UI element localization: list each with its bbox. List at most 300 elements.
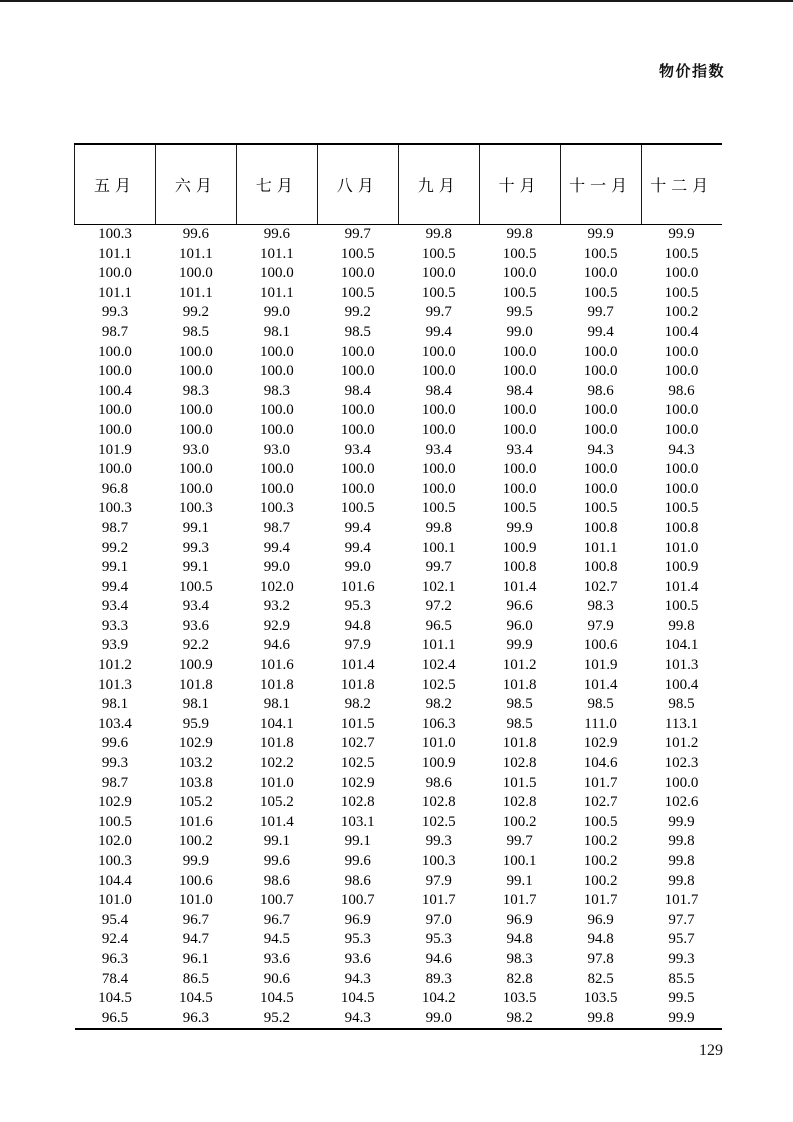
table-cell: 104.5 bbox=[340, 990, 375, 1007]
table-row bbox=[75, 578, 723, 598]
table-cell: 82.8 bbox=[506, 970, 533, 987]
table-cell: 101.9 bbox=[583, 657, 618, 674]
table-cell: 100.5 bbox=[421, 284, 456, 301]
table-cell: 102.9 bbox=[179, 735, 213, 752]
table-cell: 101.8 bbox=[340, 676, 375, 693]
table-cell: 100.0 bbox=[502, 461, 537, 478]
table-cell: 98.5 bbox=[506, 715, 533, 732]
table-cell: 100.0 bbox=[664, 461, 699, 478]
table-cell: 103.8 bbox=[179, 774, 213, 791]
table-cell: 93.3 bbox=[101, 617, 129, 634]
table-cell: 98.7 bbox=[101, 774, 129, 791]
table-cell: 100.0 bbox=[664, 421, 699, 438]
table-cell: 101.6 bbox=[340, 578, 375, 595]
table-cell: 101.4 bbox=[664, 578, 699, 595]
table-cell: 100.5 bbox=[664, 245, 699, 262]
table-cell: 100.0 bbox=[259, 265, 294, 282]
table-cell: 100.0 bbox=[664, 363, 699, 380]
table-row bbox=[75, 695, 723, 715]
table-cell: 100.1 bbox=[421, 539, 456, 556]
table-cell: 100.0 bbox=[664, 480, 699, 497]
table-cell: 102.8 bbox=[421, 794, 456, 811]
table-cell: 101.7 bbox=[583, 892, 618, 909]
table-cell: 98.4 bbox=[506, 382, 533, 399]
table-row bbox=[75, 401, 723, 421]
table-cell: 99.9 bbox=[506, 519, 533, 536]
table-cell: 100.0 bbox=[583, 265, 618, 282]
table-cell: 96.3 bbox=[182, 1009, 210, 1026]
table-cell: 101.8 bbox=[259, 735, 294, 752]
table-cell: 98.6 bbox=[263, 872, 290, 889]
table-cell: 96.5 bbox=[425, 617, 452, 634]
table-cell: 100.4 bbox=[664, 676, 699, 693]
table-cell: 98.1 bbox=[182, 696, 210, 713]
table-cell: 100.0 bbox=[421, 265, 456, 282]
table-cell: 104.5 bbox=[179, 990, 213, 1007]
table-cell: 93.4 bbox=[101, 598, 129, 615]
table-cell: 98.7 bbox=[263, 519, 290, 536]
table-cell: 98.6 bbox=[668, 382, 695, 399]
table-cell: 100.0 bbox=[98, 402, 132, 419]
table-cell: 100.5 bbox=[340, 500, 375, 517]
table-row bbox=[75, 617, 723, 637]
table-cell: 101.8 bbox=[502, 735, 537, 752]
table-cell: 100.0 bbox=[421, 421, 456, 438]
price-index-table bbox=[74, 143, 722, 1030]
table-cell: 97.2 bbox=[425, 598, 452, 615]
table-cell: 106.3 bbox=[421, 715, 456, 732]
table-cell: 94.7 bbox=[182, 931, 210, 948]
table-cell: 101.1 bbox=[179, 284, 213, 301]
table-cell: 96.7 bbox=[263, 911, 290, 928]
table-cell: 100.7 bbox=[340, 892, 375, 909]
table-cell: 94.3 bbox=[668, 441, 695, 458]
table-cell: 98.5 bbox=[668, 696, 695, 713]
table-cell: 85.5 bbox=[668, 970, 695, 987]
table-cell: 99.6 bbox=[263, 226, 290, 242]
table-cell: 93.6 bbox=[344, 950, 371, 967]
table-cell: 96.3 bbox=[101, 950, 129, 967]
column-header-may: 五月 bbox=[75, 144, 156, 225]
table-row bbox=[75, 813, 723, 833]
table-cell: 93.6 bbox=[182, 617, 210, 634]
table-cell: 96.9 bbox=[344, 911, 371, 928]
table-cell: 99.8 bbox=[668, 853, 695, 869]
table-cell: 101.0 bbox=[98, 892, 132, 909]
table-cell: 100.5 bbox=[502, 500, 537, 517]
column-header-june: 六月 bbox=[155, 144, 236, 225]
table-cell: 105.2 bbox=[179, 794, 213, 811]
table-cell: 102.0 bbox=[98, 833, 132, 850]
table-cell: 98.2 bbox=[506, 1009, 533, 1026]
table-cell: 102.3 bbox=[664, 755, 699, 772]
table-cell: 99.1 bbox=[182, 519, 210, 536]
column-header-december: 十二月 bbox=[641, 144, 722, 225]
table-cell: 99.0 bbox=[344, 559, 371, 576]
table-cell: 100.0 bbox=[340, 343, 375, 360]
table-cell: 100.2 bbox=[583, 872, 618, 889]
table-cell: 102.6 bbox=[664, 794, 699, 811]
table-cell: 95.3 bbox=[344, 598, 371, 615]
table-cell: 104.1 bbox=[259, 715, 294, 732]
table-cell: 100.8 bbox=[583, 519, 618, 536]
table-cell: 94.8 bbox=[344, 617, 371, 634]
table-cell: 100.6 bbox=[179, 872, 213, 889]
table-row bbox=[75, 519, 723, 539]
table-row bbox=[75, 539, 723, 559]
table-cell: 100.0 bbox=[98, 363, 132, 380]
table-cell: 98.6 bbox=[587, 382, 614, 399]
table-cell: 100.0 bbox=[98, 421, 132, 438]
table-cell: 100.3 bbox=[98, 500, 132, 517]
table-row bbox=[75, 911, 723, 931]
table-cell: 99.1 bbox=[263, 833, 290, 850]
table-cell: 96.5 bbox=[101, 1009, 129, 1026]
table-cell: 100.8 bbox=[664, 519, 699, 536]
table-cell: 100.9 bbox=[179, 657, 213, 674]
table-cell: 100.0 bbox=[340, 265, 375, 282]
table-cell: 100.8 bbox=[502, 559, 537, 576]
table-cell: 96.6 bbox=[506, 598, 533, 615]
table-cell: 96.1 bbox=[182, 950, 210, 967]
table-cell: 103.1 bbox=[340, 813, 375, 830]
table-cell: 100.0 bbox=[583, 480, 618, 497]
table-cell: 100.5 bbox=[664, 500, 699, 517]
table-cell: 100.2 bbox=[583, 833, 618, 850]
table-cell: 100.0 bbox=[179, 402, 213, 419]
table-cell: 100.0 bbox=[340, 402, 375, 419]
column-header-july: 七月 bbox=[236, 144, 317, 225]
table-cell: 100.0 bbox=[340, 480, 375, 497]
table-cell: 94.6 bbox=[263, 637, 290, 654]
column-header-november: 十一月 bbox=[560, 144, 641, 225]
table-cell: 98.1 bbox=[263, 696, 290, 713]
table-row bbox=[75, 930, 723, 950]
table-cell: 100.5 bbox=[98, 813, 132, 830]
table-cell: 101.7 bbox=[583, 774, 618, 791]
table-row bbox=[75, 362, 723, 382]
table-header-row bbox=[75, 144, 723, 225]
table-cell: 99.9 bbox=[587, 226, 614, 242]
table-cell: 100.0 bbox=[664, 402, 699, 419]
table-cell: 101.0 bbox=[259, 774, 294, 791]
table-cell: 99.8 bbox=[506, 226, 533, 242]
table-cell: 101.5 bbox=[340, 715, 375, 732]
table-row bbox=[75, 421, 723, 441]
table-cell: 101.8 bbox=[179, 676, 213, 693]
table-cell: 98.3 bbox=[263, 382, 290, 399]
table-cell: 98.3 bbox=[506, 950, 533, 967]
table-cell: 100.2 bbox=[502, 813, 537, 830]
table-cell: 96.0 bbox=[506, 617, 533, 634]
table-cell: 99.1 bbox=[344, 833, 371, 850]
table-cell: 98.5 bbox=[587, 696, 614, 713]
table-cell: 99.6 bbox=[263, 853, 290, 869]
table-header bbox=[75, 144, 723, 225]
table-cell: 102.5 bbox=[340, 755, 375, 772]
table-cell: 98.7 bbox=[101, 519, 129, 536]
table-cell: 97.0 bbox=[425, 911, 452, 928]
table-cell: 100.0 bbox=[259, 480, 294, 497]
table-cell: 100.3 bbox=[421, 853, 456, 869]
table-cell: 100.0 bbox=[421, 480, 456, 497]
table-cell: 101.2 bbox=[98, 657, 132, 674]
table-cell: 111.0 bbox=[584, 715, 617, 732]
table-cell: 99.0 bbox=[263, 559, 290, 576]
table-cell: 100.4 bbox=[98, 382, 132, 399]
table-cell: 100.0 bbox=[421, 402, 456, 419]
table-cell: 101.0 bbox=[664, 539, 699, 556]
table-cell: 101.5 bbox=[502, 774, 537, 791]
table-cell: 95.4 bbox=[101, 911, 129, 928]
table-cell: 99.5 bbox=[506, 304, 533, 321]
table-cell: 100.9 bbox=[502, 539, 537, 556]
table-cell: 100.0 bbox=[340, 461, 375, 478]
table-cell: 99.9 bbox=[668, 1009, 695, 1026]
table-cell: 102.7 bbox=[583, 794, 618, 811]
table-row bbox=[75, 715, 723, 735]
table-cell: 101.2 bbox=[664, 735, 699, 752]
table-cell: 100.0 bbox=[259, 402, 294, 419]
table-cell: 101.4 bbox=[583, 676, 618, 693]
table-row bbox=[75, 676, 723, 696]
table-cell: 99.7 bbox=[425, 559, 452, 576]
table-cell: 99.9 bbox=[182, 853, 210, 869]
table-cell: 100.0 bbox=[583, 421, 618, 438]
table-cell: 100.7 bbox=[259, 892, 294, 909]
table-cell: 101.3 bbox=[664, 657, 699, 674]
table-cell: 102.8 bbox=[340, 794, 375, 811]
table-row bbox=[75, 970, 723, 990]
table-cell: 101.7 bbox=[502, 892, 537, 909]
table-cell: 93.2 bbox=[263, 598, 290, 615]
table-cell: 100.9 bbox=[421, 755, 456, 772]
table-cell: 99.3 bbox=[101, 755, 129, 772]
table-cell: 99.0 bbox=[506, 323, 533, 340]
table-row bbox=[75, 636, 723, 656]
table-row bbox=[75, 832, 723, 852]
table-cell: 98.5 bbox=[344, 323, 371, 340]
table-cell: 96.9 bbox=[587, 911, 614, 928]
table-cell: 99.8 bbox=[668, 872, 695, 889]
table-row bbox=[75, 852, 723, 872]
table-cell: 100.0 bbox=[502, 421, 537, 438]
table-cell: 100.8 bbox=[583, 559, 618, 576]
table-cell: 101.9 bbox=[98, 441, 132, 458]
table-cell: 99.6 bbox=[101, 735, 129, 752]
table-cell: 92.4 bbox=[101, 931, 129, 948]
table-row bbox=[75, 558, 723, 578]
table-cell: 99.4 bbox=[263, 539, 290, 556]
table-cell: 94.3 bbox=[344, 1009, 371, 1026]
table-row bbox=[75, 989, 723, 1009]
table-cell: 101.2 bbox=[502, 657, 537, 674]
table-cell: 99.7 bbox=[425, 304, 452, 321]
table-cell: 100.3 bbox=[98, 853, 132, 869]
table-cell: 101.0 bbox=[421, 735, 456, 752]
table-cell: 99.2 bbox=[182, 304, 210, 321]
table-cell: 98.1 bbox=[101, 696, 129, 713]
table-cell: 100.0 bbox=[502, 363, 537, 380]
table-cell: 93.6 bbox=[263, 950, 290, 967]
table-cell: 102.2 bbox=[259, 755, 294, 772]
table-row bbox=[75, 656, 723, 676]
table-cell: 99.4 bbox=[344, 519, 371, 536]
table-cell: 100.3 bbox=[179, 500, 213, 517]
table-cell: 102.5 bbox=[421, 676, 456, 693]
table-cell: 101.1 bbox=[98, 245, 132, 262]
table-cell: 100.0 bbox=[179, 480, 213, 497]
table-cell: 103.4 bbox=[98, 715, 132, 732]
table-cell: 100.5 bbox=[664, 598, 699, 615]
table-row bbox=[75, 734, 723, 754]
table-cell: 100.0 bbox=[179, 343, 213, 360]
table-row bbox=[75, 774, 723, 794]
table-cell: 104.6 bbox=[583, 755, 618, 772]
table-cell: 104.1 bbox=[664, 637, 699, 654]
table-cell: 103.5 bbox=[583, 990, 618, 1007]
table-cell: 94.8 bbox=[506, 931, 533, 948]
table-cell: 100.0 bbox=[664, 265, 699, 282]
table-cell: 100.3 bbox=[98, 226, 132, 242]
table-cell: 99.8 bbox=[425, 519, 452, 536]
table-cell: 101.4 bbox=[502, 578, 537, 595]
table-cell: 99.4 bbox=[344, 539, 371, 556]
table-cell: 95.3 bbox=[344, 931, 371, 948]
table-row bbox=[75, 264, 723, 284]
table-cell: 102.7 bbox=[583, 578, 618, 595]
table-cell: 100.0 bbox=[98, 343, 132, 360]
table-cell: 99.8 bbox=[587, 1009, 614, 1026]
table-cell: 96.9 bbox=[506, 911, 533, 928]
table-row bbox=[75, 303, 723, 323]
table-cell: 93.9 bbox=[101, 637, 129, 654]
table-cell: 92.9 bbox=[263, 617, 290, 634]
table-cell: 100.5 bbox=[583, 284, 618, 301]
table-cell: 98.6 bbox=[425, 774, 452, 791]
table-cell: 99.7 bbox=[344, 226, 371, 242]
table-cell: 99.9 bbox=[506, 637, 533, 654]
table-cell: 100.0 bbox=[502, 343, 537, 360]
table-cell: 94.3 bbox=[344, 970, 371, 987]
table-cell: 98.2 bbox=[344, 696, 371, 713]
table-cell: 96.7 bbox=[182, 911, 210, 928]
table-cell: 99.8 bbox=[425, 226, 452, 242]
table-cell: 100.0 bbox=[259, 363, 294, 380]
table-cell: 100.5 bbox=[664, 284, 699, 301]
table-cell: 95.2 bbox=[263, 1009, 290, 1026]
table-cell: 99.8 bbox=[668, 833, 695, 850]
table-cell: 100.0 bbox=[179, 421, 213, 438]
table-cell: 100.0 bbox=[340, 421, 375, 438]
table-cell: 100.0 bbox=[421, 343, 456, 360]
table-row bbox=[75, 754, 723, 774]
table-cell: 94.3 bbox=[587, 441, 614, 458]
table-cell: 97.9 bbox=[587, 617, 614, 634]
table-cell: 99.2 bbox=[344, 304, 371, 321]
table-cell: 100.0 bbox=[583, 402, 618, 419]
table-cell: 89.3 bbox=[425, 970, 452, 987]
table-cell: 101.8 bbox=[259, 676, 294, 693]
running-head-title: 物价指数 bbox=[658, 64, 725, 80]
table-cell: 94.6 bbox=[425, 950, 452, 967]
table-cell: 100.0 bbox=[664, 774, 699, 791]
table-cell: 104.5 bbox=[259, 990, 294, 1007]
table-cell: 101.1 bbox=[98, 284, 132, 301]
table-cell: 98.5 bbox=[182, 323, 210, 340]
table-cell: 102.8 bbox=[502, 755, 537, 772]
page-number: 129 bbox=[699, 1042, 723, 1059]
column-header-september: 九月 bbox=[398, 144, 479, 225]
table-cell: 99.6 bbox=[344, 853, 371, 869]
table-cell: 99.1 bbox=[506, 872, 533, 889]
table-cell: 98.4 bbox=[344, 382, 371, 399]
table-cell: 99.8 bbox=[668, 617, 695, 634]
table-cell: 100.5 bbox=[179, 578, 213, 595]
table-cell: 100.0 bbox=[340, 363, 375, 380]
table-cell: 100.0 bbox=[583, 343, 618, 360]
table-cell: 97.9 bbox=[344, 637, 371, 654]
table-cell: 100.2 bbox=[179, 833, 213, 850]
table-cell: 100.5 bbox=[583, 500, 618, 517]
table-cell: 100.5 bbox=[583, 245, 618, 262]
table-cell: 100.0 bbox=[664, 343, 699, 360]
table-cell: 99.9 bbox=[668, 813, 695, 830]
table-row bbox=[75, 891, 723, 911]
table-cell: 99.9 bbox=[668, 226, 695, 242]
table-cell: 100.5 bbox=[421, 245, 456, 262]
table-cell: 100.0 bbox=[98, 461, 132, 478]
column-header-october: 十月 bbox=[479, 144, 560, 225]
table-row bbox=[75, 460, 723, 480]
table-cell: 99.0 bbox=[425, 1009, 452, 1026]
table-cell: 100.5 bbox=[583, 813, 618, 830]
table-cell: 94.8 bbox=[587, 931, 614, 948]
table-cell: 92.2 bbox=[182, 637, 210, 654]
table-cell: 102.1 bbox=[421, 578, 456, 595]
table-cell: 98.1 bbox=[263, 323, 290, 340]
table-row bbox=[75, 245, 723, 265]
table-row bbox=[75, 499, 723, 519]
table-cell: 100.5 bbox=[421, 500, 456, 517]
table-cell: 101.0 bbox=[179, 892, 213, 909]
table-cell: 82.5 bbox=[587, 970, 614, 987]
table-cell: 113.1 bbox=[664, 715, 699, 732]
table-cell: 95.3 bbox=[425, 931, 452, 948]
table-cell: 102.5 bbox=[421, 813, 456, 830]
table-cell: 100.5 bbox=[340, 284, 375, 301]
table-cell: 101.3 bbox=[98, 676, 132, 693]
table-cell: 96.8 bbox=[101, 480, 129, 497]
table-cell: 102.9 bbox=[340, 774, 375, 791]
table-cell: 103.5 bbox=[502, 990, 537, 1007]
table-row bbox=[75, 225, 723, 245]
table-cell: 98.5 bbox=[506, 696, 533, 713]
table-cell: 99.7 bbox=[587, 304, 614, 321]
table-cell: 100.5 bbox=[502, 245, 537, 262]
table-cell: 99.3 bbox=[425, 833, 452, 850]
table-cell: 100.5 bbox=[340, 245, 375, 262]
table-cell: 98.4 bbox=[425, 382, 452, 399]
table-cell: 99.4 bbox=[101, 578, 129, 595]
table-cell: 99.3 bbox=[101, 304, 129, 321]
table-cell: 101.6 bbox=[179, 813, 213, 830]
table-cell: 93.4 bbox=[182, 598, 210, 615]
table-cell: 93.4 bbox=[425, 441, 452, 458]
table-row bbox=[75, 343, 723, 363]
table-cell: 100.3 bbox=[259, 500, 294, 517]
table-cell: 98.3 bbox=[182, 382, 210, 399]
